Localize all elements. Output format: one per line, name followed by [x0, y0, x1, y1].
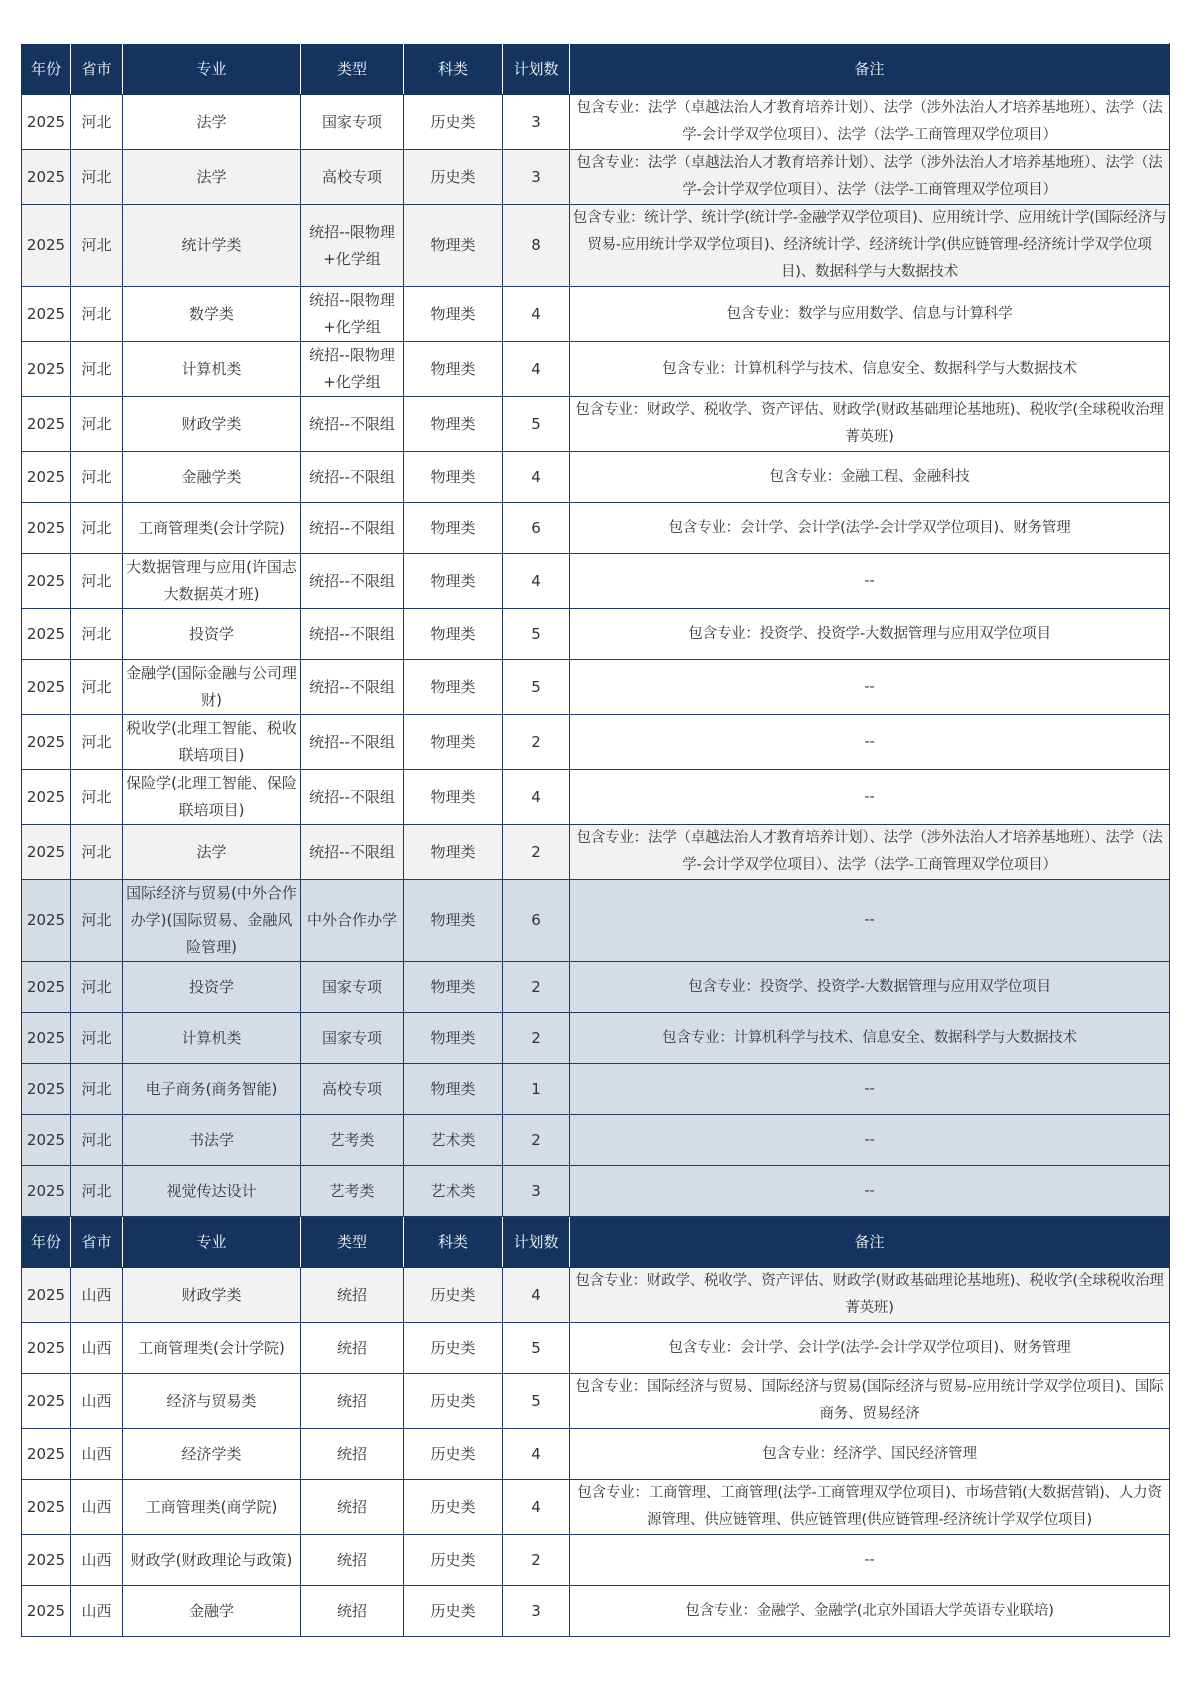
cell-plan-count: 4	[503, 770, 570, 825]
cell-type: 统招--不限组	[301, 452, 404, 503]
cell-type: 国家专项	[301, 962, 404, 1013]
cell-major: 工商管理类(会计学院)	[123, 503, 301, 554]
cell-province: 山西	[71, 1429, 123, 1480]
cell-plan-count: 2	[503, 1535, 570, 1586]
cell-major: 金融学	[123, 1586, 301, 1637]
cell-type: 统招--不限组	[301, 660, 404, 715]
cell-subject-category: 历史类	[404, 150, 503, 205]
cell-subject-category: 物理类	[404, 609, 503, 660]
cell-subject-category: 物理类	[404, 397, 503, 452]
cell-year: 2025	[22, 962, 71, 1013]
cell-province: 河北	[71, 1064, 123, 1115]
table-row	[22, 397, 1170, 452]
cell-plan-count: 2	[503, 825, 570, 880]
cell-plan-count: 4	[503, 287, 570, 342]
cell-plan-count: 3	[503, 95, 570, 150]
column-header-type: 类型	[301, 44, 404, 95]
cell-type: 统招--限物理+化学组	[301, 205, 404, 287]
cell-year: 2025	[22, 95, 71, 150]
cell-subject-category: 物理类	[404, 287, 503, 342]
cell-subject-category: 历史类	[404, 1323, 503, 1374]
cell-year: 2025	[22, 1586, 71, 1637]
column-header-plan-count: 计划数	[503, 1217, 570, 1268]
cell-major: 工商管理类(会计学院)	[123, 1323, 301, 1374]
cell-major: 经济与贸易类	[123, 1374, 301, 1429]
cell-plan-count: 3	[503, 1166, 570, 1217]
cell-province: 河北	[71, 1166, 123, 1217]
cell-major: 税收学(北理工智能、税收联培项目)	[123, 715, 301, 770]
cell-plan-count: 6	[503, 880, 570, 962]
cell-province: 河北	[71, 205, 123, 287]
cell-province: 河北	[71, 397, 123, 452]
header-row	[22, 44, 1170, 95]
cell-major: 计算机类	[123, 342, 301, 397]
table-row	[22, 660, 1170, 715]
cell-type: 统招	[301, 1535, 404, 1586]
cell-type: 统招--不限组	[301, 825, 404, 880]
cell-province: 山西	[71, 1323, 123, 1374]
table-row	[22, 1166, 1170, 1217]
cell-type: 高校专项	[301, 150, 404, 205]
cell-year: 2025	[22, 1268, 71, 1323]
cell-plan-count: 5	[503, 1323, 570, 1374]
cell-year: 2025	[22, 609, 71, 660]
cell-subject-category: 物理类	[404, 342, 503, 397]
cell-subject-category: 物理类	[404, 503, 503, 554]
cell-subject-category: 物理类	[404, 1013, 503, 1064]
cell-major: 经济学类	[123, 1429, 301, 1480]
table-row	[22, 1535, 1170, 1586]
cell-year: 2025	[22, 1480, 71, 1535]
cell-type: 统招--不限组	[301, 770, 404, 825]
cell-plan-count: 4	[503, 554, 570, 609]
cell-year: 2025	[22, 1374, 71, 1429]
cell-type: 艺考类	[301, 1115, 404, 1166]
cell-subject-category: 艺术类	[404, 1166, 503, 1217]
cell-remarks: --	[570, 1064, 1170, 1115]
cell-province: 河北	[71, 962, 123, 1013]
cell-year: 2025	[22, 825, 71, 880]
cell-subject-category: 物理类	[404, 554, 503, 609]
cell-year: 2025	[22, 1429, 71, 1480]
table-row	[22, 609, 1170, 660]
cell-province: 河北	[71, 1013, 123, 1064]
cell-remarks: 包含专业：会计学、会计学(法学-会计学双学位项目)、财务管理	[570, 503, 1170, 554]
column-header-major: 专业	[123, 44, 301, 95]
cell-year: 2025	[22, 287, 71, 342]
cell-province: 山西	[71, 1374, 123, 1429]
table-row	[22, 1268, 1170, 1323]
cell-province: 山西	[71, 1480, 123, 1535]
cell-province: 河北	[71, 770, 123, 825]
cell-subject-category: 物理类	[404, 205, 503, 287]
cell-year: 2025	[22, 1115, 71, 1166]
cell-year: 2025	[22, 503, 71, 554]
cell-plan-count: 5	[503, 660, 570, 715]
cell-major: 书法学	[123, 1115, 301, 1166]
cell-major: 财政学类	[123, 1268, 301, 1323]
cell-province: 山西	[71, 1535, 123, 1586]
table-body	[22, 44, 1170, 1637]
table-row	[22, 1374, 1170, 1429]
cell-plan-count: 5	[503, 397, 570, 452]
cell-subject-category: 历史类	[404, 1374, 503, 1429]
column-header-remarks: 备注	[570, 44, 1170, 95]
cell-subject-category: 历史类	[404, 1429, 503, 1480]
cell-major: 统计学类	[123, 205, 301, 287]
cell-major: 法学	[123, 825, 301, 880]
cell-remarks: 包含专业：财政学、税收学、资产评估、财政学(财政基础理论基地班)、税收学(全球税收治理菁英班)	[570, 397, 1170, 452]
cell-remarks: 包含专业：国际经济与贸易、国际经济与贸易(国际经济与贸易-应用统计学双学位项目)、国际商务、贸易经济	[570, 1374, 1170, 1429]
table-row	[22, 342, 1170, 397]
cell-major: 国际经济与贸易(中外合作办学)(国际贸易、金融风险管理)	[123, 880, 301, 962]
cell-remarks: --	[570, 554, 1170, 609]
column-header-year: 年份	[22, 44, 71, 95]
cell-type: 统招	[301, 1374, 404, 1429]
cell-plan-count: 4	[503, 1429, 570, 1480]
cell-remarks: 包含专业：统计学、统计学(统计学-金融学双学位项目)、应用统计学、应用统计学(国际经济与贸易-应用统计学双学位项目)、经济统计学、经济统计学(供应链管理-经济统计学双学位项目)、数据科学与大数据技术	[570, 205, 1170, 287]
cell-remarks: 包含专业：财政学、税收学、资产评估、财政学(财政基础理论基地班)、税收学(全球税收治理菁英班)	[570, 1268, 1170, 1323]
table-row	[22, 770, 1170, 825]
cell-subject-category: 物理类	[404, 660, 503, 715]
cell-plan-count: 3	[503, 1586, 570, 1637]
cell-year: 2025	[22, 397, 71, 452]
cell-year: 2025	[22, 770, 71, 825]
cell-type: 统招	[301, 1268, 404, 1323]
cell-major: 大数据管理与应用(许国志大数据英才班)	[123, 554, 301, 609]
cell-remarks: 包含专业：会计学、会计学(法学-会计学双学位项目)、财务管理	[570, 1323, 1170, 1374]
table-row	[22, 95, 1170, 150]
cell-subject-category: 物理类	[404, 770, 503, 825]
table-row	[22, 554, 1170, 609]
cell-subject-category: 艺术类	[404, 1115, 503, 1166]
cell-remarks: 包含专业：数学与应用数学、信息与计算科学	[570, 287, 1170, 342]
cell-remarks: 包含专业：经济学、国民经济管理	[570, 1429, 1170, 1480]
cell-province: 河北	[71, 715, 123, 770]
cell-remarks: --	[570, 880, 1170, 962]
cell-province: 河北	[71, 825, 123, 880]
cell-year: 2025	[22, 1535, 71, 1586]
cell-remarks: --	[570, 715, 1170, 770]
cell-major: 投资学	[123, 609, 301, 660]
column-header-remarks: 备注	[570, 1217, 1170, 1268]
cell-province: 河北	[71, 880, 123, 962]
cell-type: 高校专项	[301, 1064, 404, 1115]
cell-type: 统招--限物理+化学组	[301, 342, 404, 397]
cell-major: 电子商务(商务智能)	[123, 1064, 301, 1115]
cell-major: 金融学类	[123, 452, 301, 503]
cell-plan-count: 4	[503, 452, 570, 503]
cell-plan-count: 2	[503, 962, 570, 1013]
cell-province: 河北	[71, 150, 123, 205]
header-row	[22, 1217, 1170, 1268]
cell-remarks: 包含专业：金融工程、金融科技	[570, 452, 1170, 503]
cell-year: 2025	[22, 1064, 71, 1115]
cell-subject-category: 历史类	[404, 1535, 503, 1586]
cell-remarks: 包含专业：法学（卓越法治人才教育培养计划）、法学（涉外法治人才培养基地班）、法学（法学-会计学双学位项目）、法学（法学-工商管理双学位项目）	[570, 150, 1170, 205]
table-row	[22, 715, 1170, 770]
table-row	[22, 150, 1170, 205]
cell-plan-count: 6	[503, 503, 570, 554]
cell-province: 河北	[71, 452, 123, 503]
table-row	[22, 1064, 1170, 1115]
column-header-type: 类型	[301, 1217, 404, 1268]
admission-plan-table	[21, 43, 1170, 1637]
cell-plan-count: 2	[503, 1013, 570, 1064]
cell-remarks: 包含专业：计算机科学与技术、信息安全、数据科学与大数据技术	[570, 1013, 1170, 1064]
cell-remarks: 包含专业：工商管理、工商管理(法学-工商管理双学位项目)、市场营销(大数据营销)、人力资源管理、供应链管理、供应链管理(供应链管理-经济统计学双学位项目)	[570, 1480, 1170, 1535]
cell-province: 山西	[71, 1268, 123, 1323]
column-header-year: 年份	[22, 1217, 71, 1268]
column-header-subject-category: 科类	[404, 1217, 503, 1268]
cell-major: 计算机类	[123, 1013, 301, 1064]
cell-remarks: 包含专业：法学（卓越法治人才教育培养计划）、法学（涉外法治人才培养基地班）、法学（法学-会计学双学位项目）、法学（法学-工商管理双学位项目）	[570, 825, 1170, 880]
table-row	[22, 205, 1170, 287]
cell-plan-count: 4	[503, 342, 570, 397]
cell-type: 统招--不限组	[301, 609, 404, 660]
cell-type: 统招	[301, 1429, 404, 1480]
cell-year: 2025	[22, 150, 71, 205]
column-header-plan-count: 计划数	[503, 44, 570, 95]
cell-province: 河北	[71, 95, 123, 150]
cell-plan-count: 3	[503, 150, 570, 205]
cell-type: 统招	[301, 1480, 404, 1535]
cell-province: 河北	[71, 503, 123, 554]
cell-plan-count: 5	[503, 609, 570, 660]
table-row	[22, 1586, 1170, 1637]
cell-type: 国家专项	[301, 1013, 404, 1064]
cell-year: 2025	[22, 880, 71, 962]
cell-type: 统招	[301, 1323, 404, 1374]
cell-major: 法学	[123, 150, 301, 205]
cell-major: 视觉传达设计	[123, 1166, 301, 1217]
cell-year: 2025	[22, 1323, 71, 1374]
column-header-major: 专业	[123, 1217, 301, 1268]
cell-year: 2025	[22, 715, 71, 770]
cell-major: 保险学(北理工智能、保险联培项目)	[123, 770, 301, 825]
cell-subject-category: 物理类	[404, 962, 503, 1013]
cell-plan-count: 2	[503, 1115, 570, 1166]
table-row	[22, 1013, 1170, 1064]
cell-major: 财政学(财政理论与政策)	[123, 1535, 301, 1586]
cell-subject-category: 历史类	[404, 1586, 503, 1637]
cell-type: 统招	[301, 1586, 404, 1637]
cell-year: 2025	[22, 660, 71, 715]
table-row	[22, 962, 1170, 1013]
table-row	[22, 1429, 1170, 1480]
cell-type: 统招--不限组	[301, 397, 404, 452]
cell-province: 河北	[71, 609, 123, 660]
cell-major: 财政学类	[123, 397, 301, 452]
cell-year: 2025	[22, 452, 71, 503]
cell-year: 2025	[22, 205, 71, 287]
table-row	[22, 825, 1170, 880]
cell-year: 2025	[22, 554, 71, 609]
cell-major: 工商管理类(商学院)	[123, 1480, 301, 1535]
cell-province: 河北	[71, 287, 123, 342]
cell-remarks: --	[570, 770, 1170, 825]
cell-type: 统招--不限组	[301, 503, 404, 554]
cell-type: 艺考类	[301, 1166, 404, 1217]
cell-type: 中外合作办学	[301, 880, 404, 962]
cell-province: 河北	[71, 342, 123, 397]
cell-major: 金融学(国际金融与公司理财)	[123, 660, 301, 715]
column-header-province: 省市	[71, 44, 123, 95]
table-row	[22, 452, 1170, 503]
table-row	[22, 1480, 1170, 1535]
cell-remarks: 包含专业：投资学、投资学-大数据管理与应用双学位项目	[570, 609, 1170, 660]
cell-type: 国家专项	[301, 95, 404, 150]
cell-remarks: 包含专业：投资学、投资学-大数据管理与应用双学位项目	[570, 962, 1170, 1013]
cell-subject-category: 历史类	[404, 95, 503, 150]
cell-province: 山西	[71, 1586, 123, 1637]
cell-province: 河北	[71, 554, 123, 609]
cell-plan-count: 4	[503, 1268, 570, 1323]
cell-plan-count: 5	[503, 1374, 570, 1429]
cell-major: 数学类	[123, 287, 301, 342]
cell-subject-category: 物理类	[404, 452, 503, 503]
cell-subject-category: 历史类	[404, 1268, 503, 1323]
cell-subject-category: 物理类	[404, 825, 503, 880]
cell-subject-category: 物理类	[404, 880, 503, 962]
cell-plan-count: 4	[503, 1480, 570, 1535]
cell-remarks: --	[570, 1115, 1170, 1166]
cell-remarks: --	[570, 660, 1170, 715]
column-header-subject-category: 科类	[404, 44, 503, 95]
cell-plan-count: 1	[503, 1064, 570, 1115]
cell-province: 河北	[71, 660, 123, 715]
cell-year: 2025	[22, 1166, 71, 1217]
cell-plan-count: 8	[503, 205, 570, 287]
cell-remarks: 包含专业：金融学、金融学(北京外国语大学英语专业联培)	[570, 1586, 1170, 1637]
cell-province: 河北	[71, 1115, 123, 1166]
cell-type: 统招--不限组	[301, 554, 404, 609]
table-row	[22, 1115, 1170, 1166]
table-row	[22, 880, 1170, 962]
cell-type: 统招--不限组	[301, 715, 404, 770]
cell-type: 统招--限物理+化学组	[301, 287, 404, 342]
cell-subject-category: 物理类	[404, 1064, 503, 1115]
cell-year: 2025	[22, 342, 71, 397]
table-row	[22, 503, 1170, 554]
table-row	[22, 1323, 1170, 1374]
cell-remarks: 包含专业：法学（卓越法治人才教育培养计划）、法学（涉外法治人才培养基地班）、法学（法学-会计学双学位项目）、法学（法学-工商管理双学位项目）	[570, 95, 1170, 150]
table-row	[22, 287, 1170, 342]
cell-major: 投资学	[123, 962, 301, 1013]
column-header-province: 省市	[71, 1217, 123, 1268]
cell-subject-category: 物理类	[404, 715, 503, 770]
cell-remarks: --	[570, 1166, 1170, 1217]
cell-remarks: 包含专业：计算机科学与技术、信息安全、数据科学与大数据技术	[570, 342, 1170, 397]
cell-major: 法学	[123, 95, 301, 150]
cell-remarks: --	[570, 1535, 1170, 1586]
cell-subject-category: 历史类	[404, 1480, 503, 1535]
cell-year: 2025	[22, 1013, 71, 1064]
cell-plan-count: 2	[503, 715, 570, 770]
